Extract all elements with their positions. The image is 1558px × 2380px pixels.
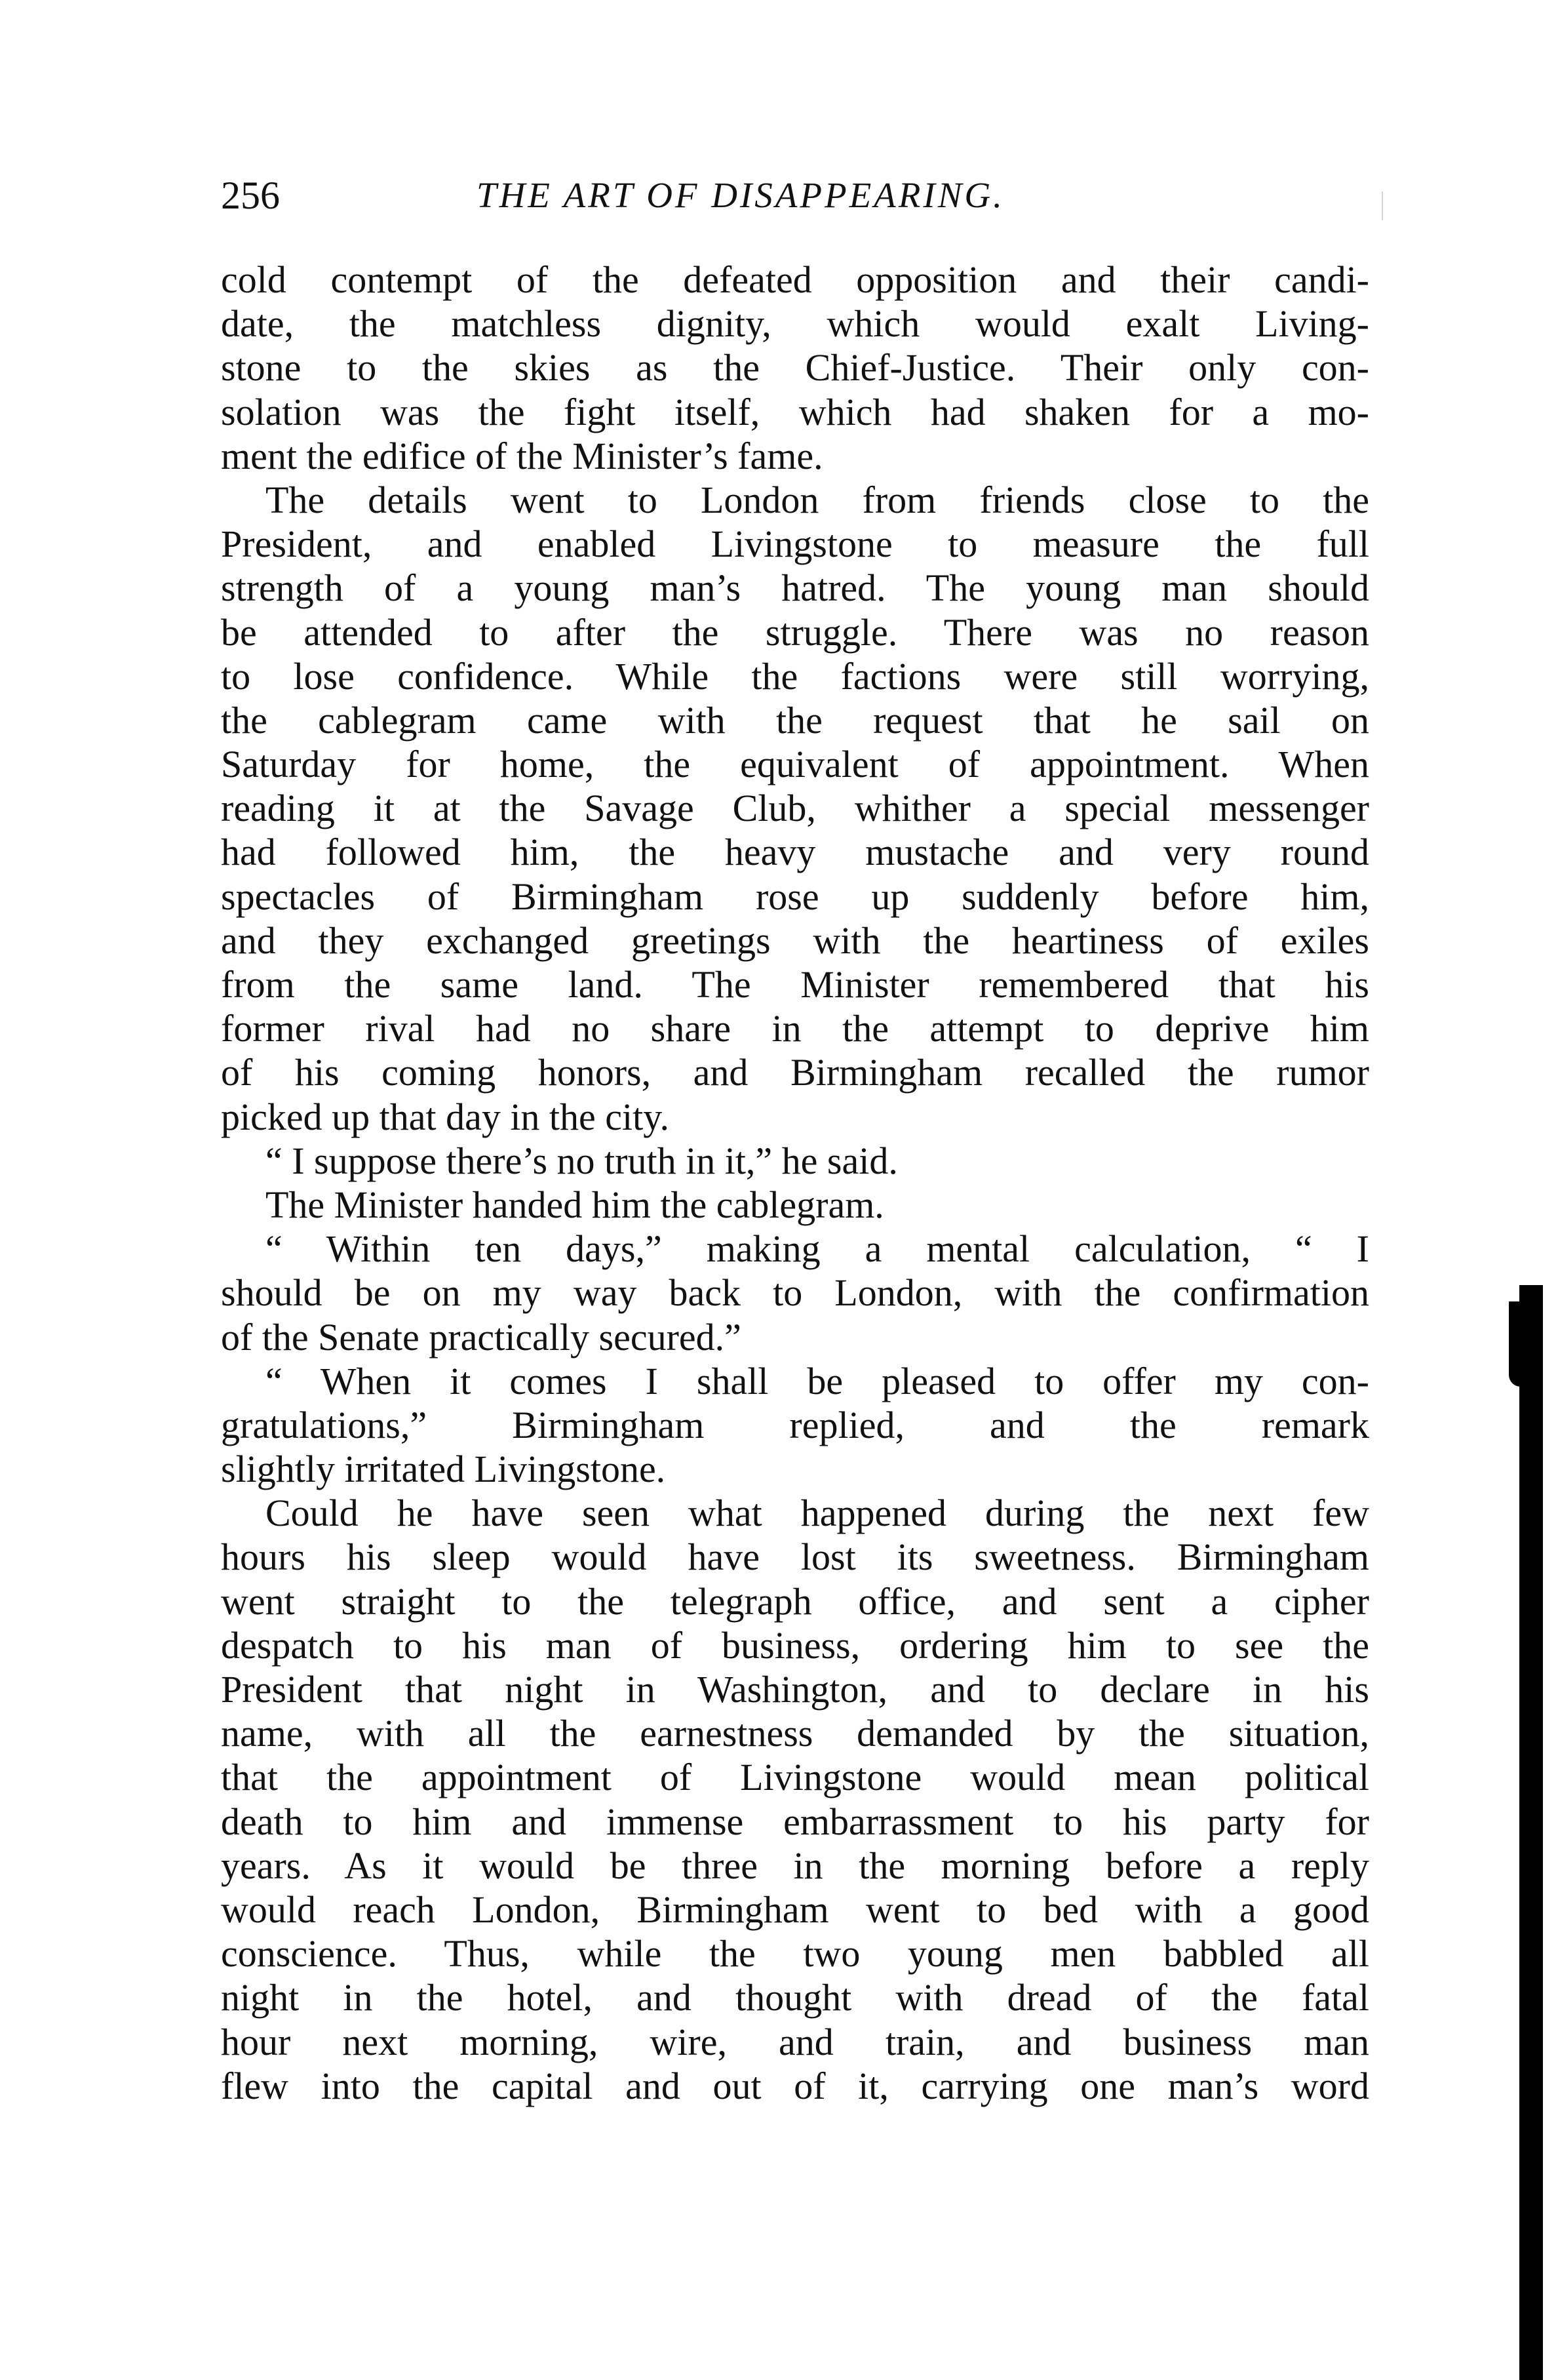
text-line: reading it at the Savage Club, whither a special messenger (221, 787, 1369, 830)
text-line: conscience. Thus, while the two young men babbled all (221, 1932, 1369, 1975)
text-line: “ When it comes I shall be pleased to offer my con- (265, 1359, 1369, 1402)
text-line: solation was the fight itself, which had shaken for a mo- (221, 390, 1369, 433)
text-line: The Minister handed him the cablegram. (265, 1183, 884, 1226)
text-line: of his coming honors, and Birmingham recalled the rumor (221, 1051, 1369, 1094)
text-line: former rival had no share in the attempt to deprive him (221, 1007, 1369, 1050)
text-line: would reach London, Birmingham went to bed with a good (221, 1888, 1369, 1931)
text-line: flew into the capital and out of it, carrying one man’s word (221, 2064, 1369, 2107)
text-line: and they exchanged greetings with the heartiness of exiles (221, 919, 1369, 962)
text-line: hours his sleep would have lost its sweetness. Birmingham (221, 1536, 1369, 1579)
text-line: spectacles of Birmingham rose up suddenly before him, (221, 875, 1369, 918)
text-line: strength of a young man’s hatred. The young man should (221, 566, 1369, 610)
scan-mark (1382, 191, 1383, 220)
text-line: President that night in Washington, and to declare in his (221, 1668, 1369, 1711)
text-line: that the appointment of Livingstone would mean political (221, 1756, 1369, 1799)
text-line: date, the matchless dignity, which would exalt Living- (221, 302, 1369, 346)
text-line: from the same land. The Minister remembered that his (221, 963, 1369, 1006)
text-line: stone to the skies as the Chief-Justice. Their only con- (221, 346, 1369, 389)
text-line: name, with all the earnestness demanded by the situation, (221, 1712, 1369, 1755)
text-line: went straight to the telegraph office, and sent a cipher (221, 1579, 1369, 1623)
text-line: despatch to his man of business, ordering him to see the (221, 1623, 1369, 1667)
page-number: 256 (221, 174, 280, 217)
text-line: cold contempt of the defeated opposition and their candi- (221, 258, 1369, 301)
text-line: Saturday for home, the equivalent of appointment. When (221, 743, 1369, 786)
text-line: ment the edifice of the Minister’s fame. (221, 434, 823, 477)
text-line: death to him and immense embarrassment to his party for (221, 1800, 1369, 1843)
body-text (221, 258, 1369, 2108)
text-line: to lose confidence. While the factions were still worrying, (221, 654, 1369, 698)
text-line: years. As it would be three in the morning before a reply (221, 1844, 1369, 1887)
text-line: of the Senate practically secured.” (221, 1315, 741, 1359)
text-line: picked up that day in the city. (221, 1095, 669, 1138)
text-line: should be on my way back to London, with the confirmation (221, 1271, 1369, 1315)
text-line: “ Within ten days,” making a mental calculation, “ I (265, 1227, 1369, 1271)
text-line: had followed him, the heavy mustache and very round (221, 831, 1369, 874)
text-line: slightly irritated Livingstone. (221, 1448, 666, 1491)
text-line: hour next morning, wire, and train, and business man (221, 2020, 1369, 2063)
text-line: the cablegram came with the request that he sail on (221, 698, 1369, 742)
text-line: be attended to after the struggle. There was no reason (221, 610, 1369, 654)
book-title: THE ART OF DISAPPEARING. (477, 175, 1005, 215)
text-line: night in the hotel, and thought with dread of the fatal (221, 1976, 1369, 2019)
text-line: “ I suppose there’s no truth in it,” he said. (265, 1139, 898, 1182)
text-line: gratulations,” Birmingham replied, and the remark (221, 1403, 1369, 1446)
text-line: Could he have seen what happened during the next few (265, 1492, 1369, 1535)
text-line: President, and enabled Livingstone to measure the full (221, 523, 1369, 566)
text-line: The details went to London from friends close to the (265, 478, 1369, 521)
running-head (221, 169, 1368, 222)
page-edge-shadow (1519, 1285, 1543, 2380)
